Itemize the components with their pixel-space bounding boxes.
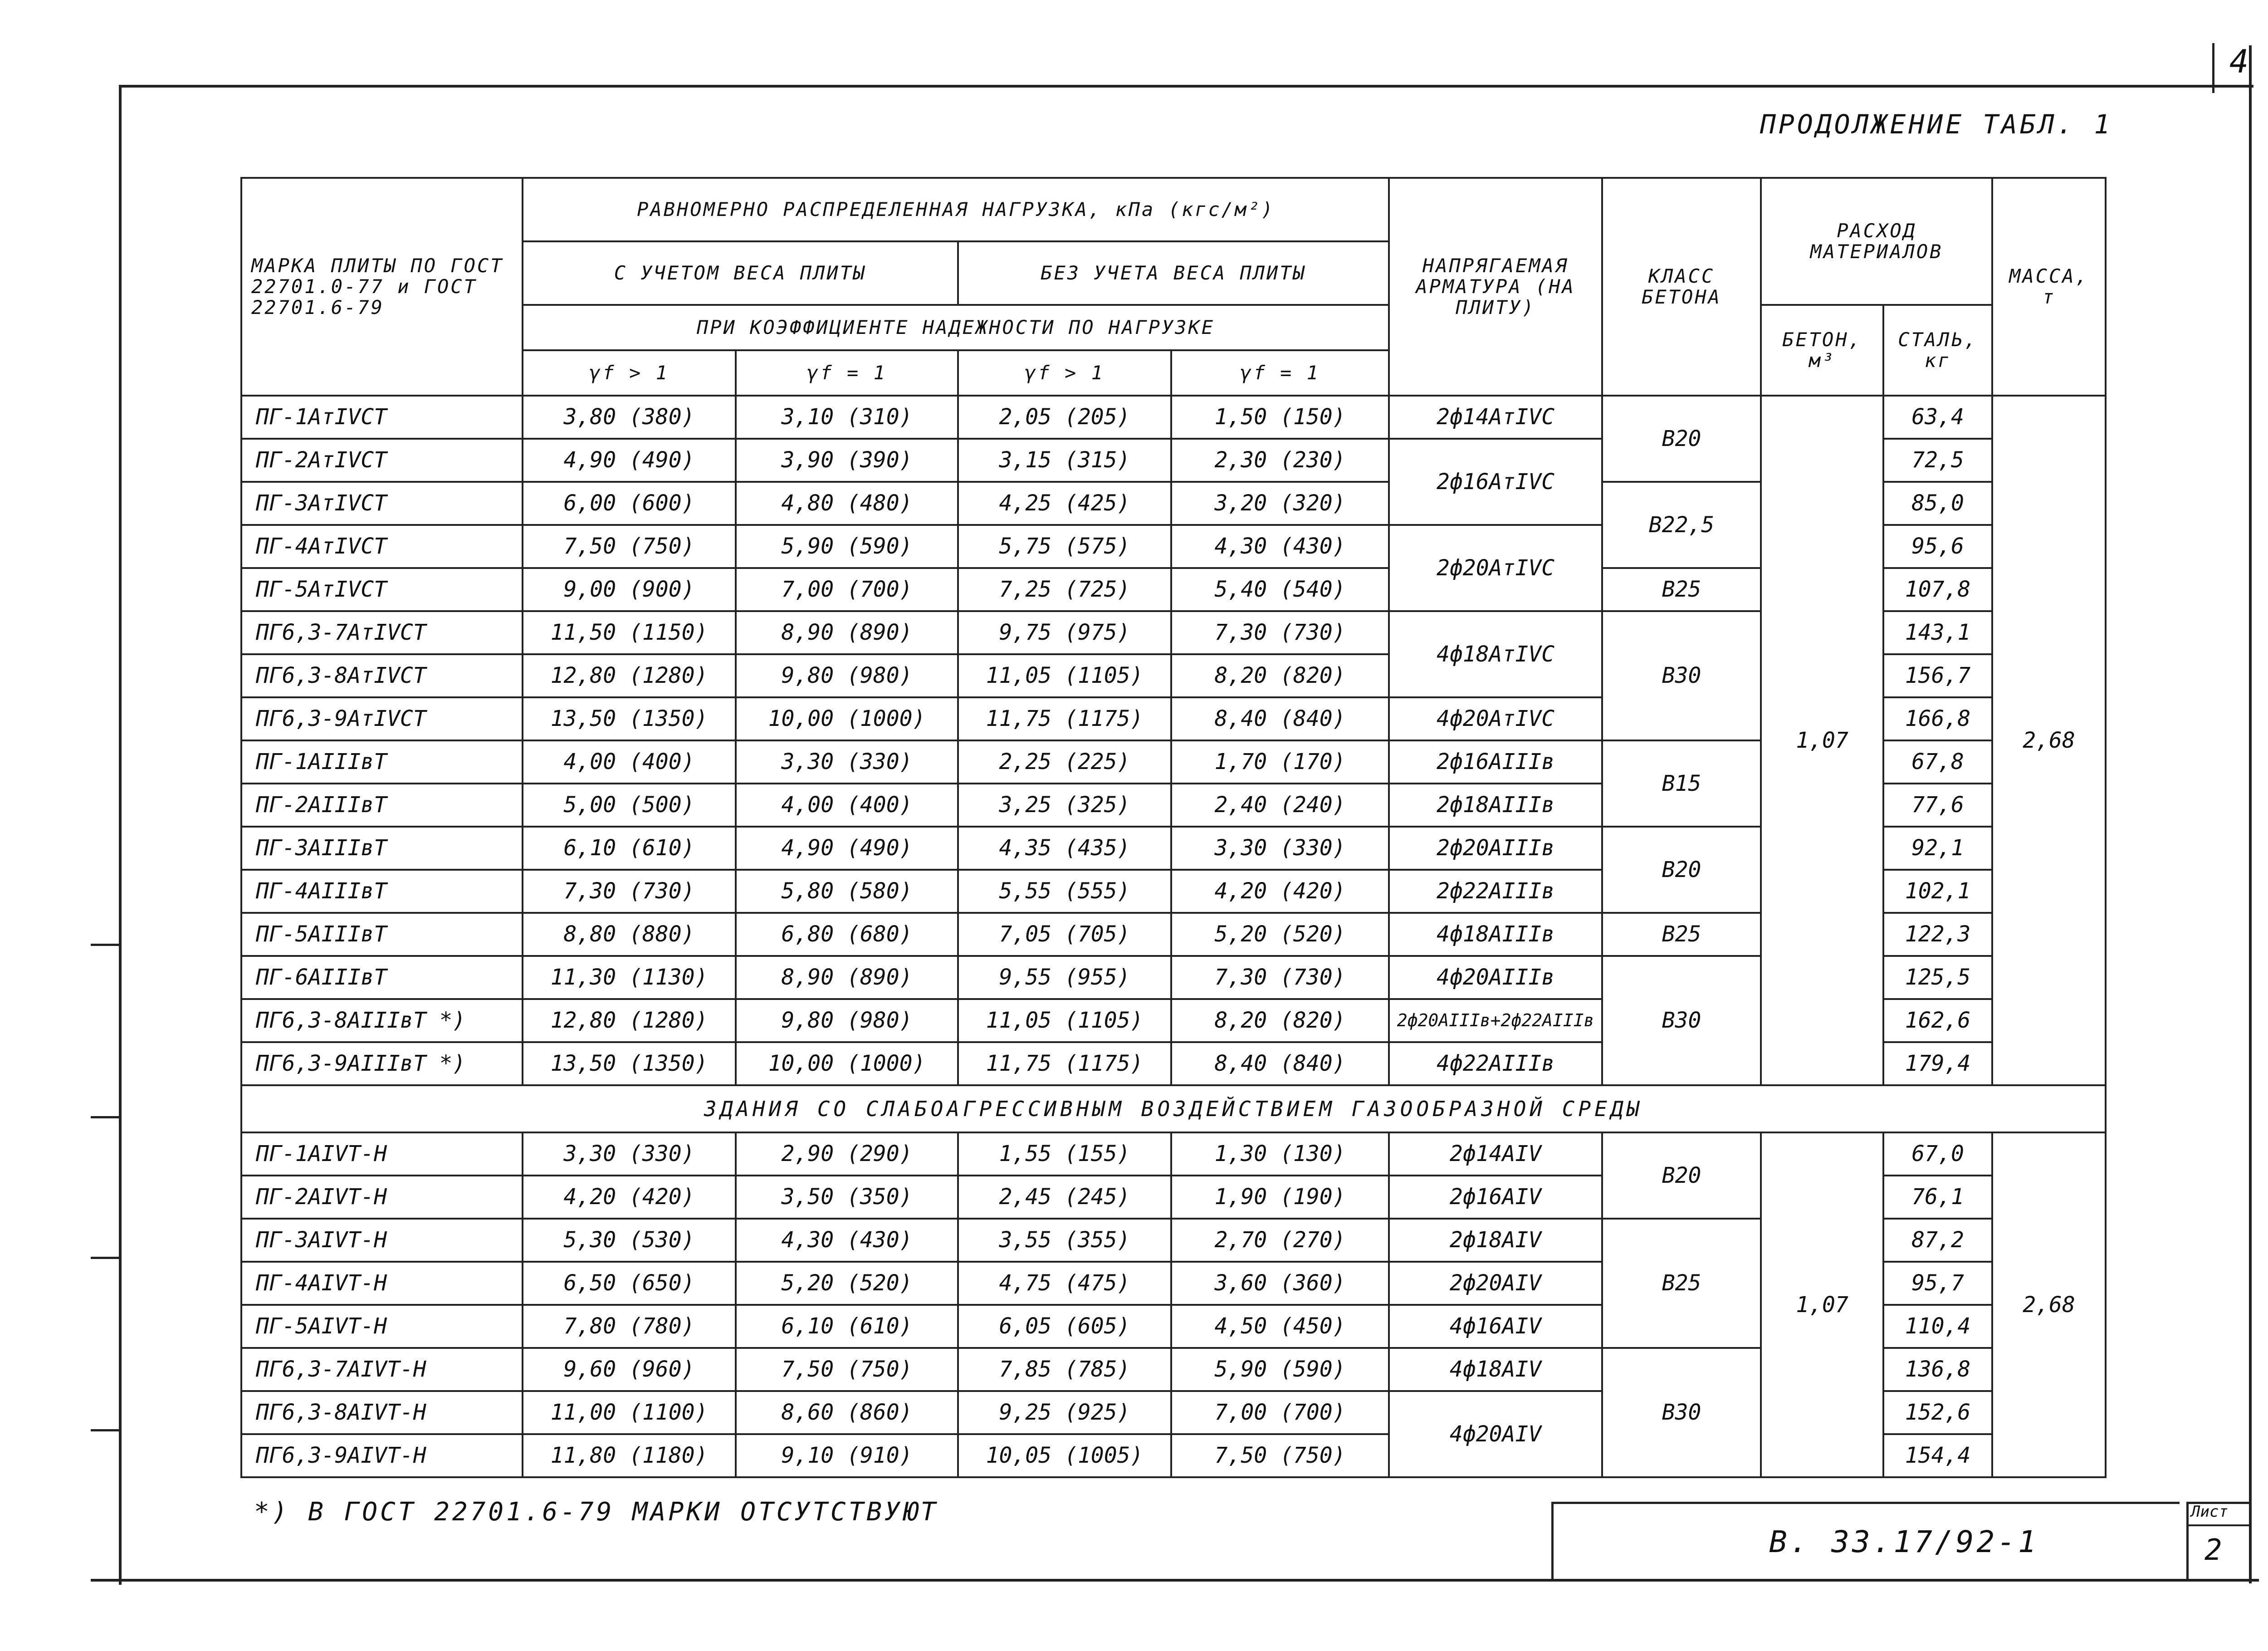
- cell-load: 2,30 (230): [1171, 439, 1389, 482]
- cell-load: 5,75 (575): [958, 525, 1171, 568]
- header-coef: ПРИ КОЭФФИЦИЕНТЕ НАДЕЖНОСТИ ПО НАГРУЗКЕ: [523, 305, 1389, 350]
- cell-steel: 136,8: [1883, 1348, 1992, 1391]
- header-gf-eq1: γf = 1: [1171, 350, 1389, 396]
- cell-mark: ПГ6,3-9АIVТ-Н: [241, 1434, 523, 1477]
- cell-rebar: 2ф20АIIIв+2ф22АIIIв: [1389, 999, 1602, 1042]
- cell-load: 2,05 (205): [958, 396, 1171, 439]
- cell-load: 9,10 (910): [736, 1434, 958, 1477]
- cell-rebar: 4ф18АтIVС: [1389, 611, 1602, 697]
- cell-load: 4,80 (480): [736, 482, 958, 525]
- cell-rebar: 4ф18АIV: [1389, 1348, 1602, 1391]
- cell-load: 9,60 (960): [523, 1348, 736, 1391]
- cell-load: 4,20 (420): [1171, 870, 1389, 913]
- cell-mark: ПГ-3АIVТ-Н: [241, 1219, 523, 1262]
- section-row: [241, 1085, 2106, 1132]
- cell-steel: 143,1: [1883, 611, 1992, 654]
- cell-load: 13,50 (1350): [523, 1042, 736, 1085]
- cell-load: 1,55 (155): [958, 1132, 1171, 1176]
- cell-load: 7,25 (725): [958, 568, 1171, 611]
- cell-mark: ПГ6,3-9АIIIвТ *): [241, 1042, 523, 1085]
- cell-steel: 154,4: [1883, 1434, 1992, 1477]
- cell-load: 5,55 (555): [958, 870, 1171, 913]
- cell-load: 11,75 (1175): [958, 697, 1171, 740]
- header-steel: СТАЛЬ, кг: [1883, 305, 1992, 396]
- cell-load: 8,90 (890): [736, 611, 958, 654]
- cell-load: 2,40 (240): [1171, 784, 1389, 827]
- margin-tick: [91, 1257, 119, 1259]
- cell-load: 9,55 (955): [958, 956, 1171, 999]
- header-load: РАВНОМЕРНО РАСПРЕДЕЛЕННАЯ НАГРУЗКА, кПа (кгс/м²): [523, 178, 1389, 241]
- cell-mark: ПГ6,3-8АтIVСТ: [241, 654, 523, 697]
- cell-load: 4,90 (490): [736, 827, 958, 870]
- margin-tick: [91, 944, 119, 946]
- cell-mark: ПГ-2АтIVСТ: [241, 439, 523, 482]
- cell-load: 12,80 (1280): [523, 654, 736, 697]
- cell-load: 6,05 (605): [958, 1305, 1171, 1348]
- cell-load: 6,10 (610): [736, 1305, 958, 1348]
- cell-load: 7,00 (700): [1171, 1391, 1389, 1434]
- slab-table: [240, 177, 2107, 1478]
- cell-steel: 63,4: [1883, 396, 1992, 439]
- cell-mark: ПГ-2АIIIвТ: [241, 784, 523, 827]
- cell-steel: 95,7: [1883, 1262, 1992, 1305]
- cell-mark: ПГ-1АIVТ-Н: [241, 1132, 523, 1176]
- cell-steel: 87,2: [1883, 1219, 1992, 1262]
- sheet-number: 2: [2204, 1533, 2222, 1567]
- cell-load: 8,60 (860): [736, 1391, 958, 1434]
- cell-load: 10,00 (1000): [736, 697, 958, 740]
- cell-load: 3,80 (380): [523, 396, 736, 439]
- cell-load: 4,25 (425): [958, 482, 1171, 525]
- cell-class: В22,5: [1602, 482, 1761, 568]
- cell-load: 7,05 (705): [958, 913, 1171, 956]
- cell-load: 3,15 (315): [958, 439, 1171, 482]
- cell-steel: 122,3: [1883, 913, 1992, 956]
- cell-load: 5,20 (520): [1171, 913, 1389, 956]
- cell-load: 8,20 (820): [1171, 654, 1389, 697]
- cell-mark: ПГ-4АIVТ-Н: [241, 1262, 523, 1305]
- header-gf-gt1: γf > 1: [523, 350, 736, 396]
- sheet-label: Лист: [2191, 1503, 2228, 1521]
- cell-rebar: 2ф14АIV: [1389, 1132, 1602, 1176]
- cell-load: 6,50 (650): [523, 1262, 736, 1305]
- cell-load: 3,20 (320): [1171, 482, 1389, 525]
- document-code: В. 33.17/92-1: [1769, 1524, 2039, 1559]
- cell-load: 5,90 (590): [736, 525, 958, 568]
- cell-load: 11,00 (1100): [523, 1391, 736, 1434]
- header-rebar: НАПРЯГАЕМАЯ АРМАТУРА (НА ПЛИТУ): [1389, 178, 1602, 396]
- cell-load: 7,30 (730): [1171, 611, 1389, 654]
- cell-load: 2,25 (225): [958, 740, 1171, 784]
- cell-steel: 110,4: [1883, 1305, 1992, 1348]
- cell-load: 5,30 (530): [523, 1219, 736, 1262]
- cell-load: 4,30 (430): [1171, 525, 1389, 568]
- cell-mark: ПГ-1АIIIвТ: [241, 740, 523, 784]
- cell-load: 4,30 (430): [736, 1219, 958, 1262]
- cell-load: 8,90 (890): [736, 956, 958, 999]
- table-row: [241, 396, 2106, 439]
- cell-load: 9,00 (900): [523, 568, 736, 611]
- cell-mark: ПГ-3АтIVСТ: [241, 482, 523, 525]
- cell-load: 5,20 (520): [736, 1262, 958, 1305]
- cell-rebar: 2ф20АтIVС: [1389, 525, 1602, 611]
- margin-tick: [91, 1429, 119, 1431]
- cell-load: 11,80 (1180): [523, 1434, 736, 1477]
- cell-rebar: 4ф20АIIIв: [1389, 956, 1602, 999]
- cell-load: 5,80 (580): [736, 870, 958, 913]
- cell-load: 4,50 (450): [1171, 1305, 1389, 1348]
- margin-tick: [91, 1116, 119, 1118]
- cell-rebar: 2ф20АIV: [1389, 1262, 1602, 1305]
- cell-mark: ПГ6,3-8АIVТ-Н: [241, 1391, 523, 1434]
- cell-load: 4,35 (435): [958, 827, 1171, 870]
- cell-load: 11,75 (1175): [958, 1042, 1171, 1085]
- corner-divider: [2212, 43, 2214, 93]
- cell-load: 1,50 (150): [1171, 396, 1389, 439]
- cell-load: 5,90 (590): [1171, 1348, 1389, 1391]
- cell-load: 7,50 (750): [523, 525, 736, 568]
- cell-mark: ПГ6,3-7АтIVСТ: [241, 611, 523, 654]
- cell-mass: 2,68: [1992, 1132, 2106, 1477]
- cell-load: 4,00 (400): [736, 784, 958, 827]
- cell-steel: 72,5: [1883, 439, 1992, 482]
- cell-rebar: 2ф18АIIIв: [1389, 784, 1602, 827]
- cell-mark: ПГ-5АIVТ-Н: [241, 1305, 523, 1348]
- cell-steel: 162,6: [1883, 999, 1992, 1042]
- cell-steel: 92,1: [1883, 827, 1992, 870]
- cell-steel: 67,8: [1883, 740, 1992, 784]
- cell-concrete: 1,07: [1761, 1132, 1883, 1477]
- cell-load: 4,20 (420): [523, 1176, 736, 1219]
- cell-steel: 67,0: [1883, 1132, 1992, 1176]
- cell-load: 9,80 (980): [736, 999, 958, 1042]
- cell-class: В30: [1602, 611, 1761, 740]
- header-concrete-class: КЛАСС БЕТОНА: [1602, 178, 1761, 396]
- cell-rebar: 2ф18АIV: [1389, 1219, 1602, 1262]
- cell-rebar: 2ф16АIIIв: [1389, 740, 1602, 784]
- header-materials: РАСХОД МАТЕРИАЛОВ: [1761, 178, 1992, 305]
- cell-load: 2,70 (270): [1171, 1219, 1389, 1262]
- cell-load: 7,30 (730): [523, 870, 736, 913]
- cell-class: В20: [1602, 396, 1761, 482]
- cell-concrete: 1,07: [1761, 396, 1883, 1085]
- cell-rebar: 2ф22АIIIв: [1389, 870, 1602, 913]
- cell-steel: 77,6: [1883, 784, 1992, 827]
- cell-mark: ПГ6,3-8АIIIвТ *): [241, 999, 523, 1042]
- cell-load: 3,10 (310): [736, 396, 958, 439]
- cell-mass: 2,68: [1992, 396, 2106, 1085]
- cell-mark: ПГ-5АIIIвТ: [241, 913, 523, 956]
- cell-class: В25: [1602, 1219, 1761, 1348]
- cell-load: 1,70 (170): [1171, 740, 1389, 784]
- page-number: 4: [2229, 43, 2249, 80]
- cell-rebar: 4ф22АIIIв: [1389, 1042, 1602, 1085]
- cell-rebar: 2ф16АтIVС: [1389, 439, 1602, 525]
- cell-mark: ПГ-4АIIIвТ: [241, 870, 523, 913]
- cell-class: В20: [1602, 1132, 1761, 1219]
- cell-steel: 107,8: [1883, 568, 1992, 611]
- cell-mark: ПГ-2АIVТ-Н: [241, 1176, 523, 1219]
- cell-rebar: 4ф18АIIIв: [1389, 913, 1602, 956]
- cell-steel: 95,6: [1883, 525, 1992, 568]
- cell-load: 2,45 (245): [958, 1176, 1171, 1219]
- cell-load: 2,90 (290): [736, 1132, 958, 1176]
- header-mass: МАССА, т: [1992, 178, 2106, 396]
- cell-load: 3,30 (330): [736, 740, 958, 784]
- cell-load: 1,30 (130): [1171, 1132, 1389, 1176]
- cell-load: 8,40 (840): [1171, 1042, 1389, 1085]
- cell-load: 5,40 (540): [1171, 568, 1389, 611]
- cell-load: 4,90 (490): [523, 439, 736, 482]
- cell-load: 6,10 (610): [523, 827, 736, 870]
- cell-load: 7,50 (750): [1171, 1434, 1389, 1477]
- cell-steel: 152,6: [1883, 1391, 1992, 1434]
- cell-load: 7,00 (700): [736, 568, 958, 611]
- cell-class: В30: [1602, 1348, 1761, 1477]
- cell-steel: 76,1: [1883, 1176, 1992, 1219]
- cell-rebar: 4ф16АIV: [1389, 1305, 1602, 1348]
- cell-load: 3,90 (390): [736, 439, 958, 482]
- cell-load: 11,05 (1105): [958, 654, 1171, 697]
- cell-load: 7,85 (785): [958, 1348, 1171, 1391]
- cell-load: 4,75 (475): [958, 1262, 1171, 1305]
- cell-load: 3,25 (325): [958, 784, 1171, 827]
- cell-rebar: 2ф16АIV: [1389, 1176, 1602, 1219]
- cell-steel: 85,0: [1883, 482, 1992, 525]
- header-without-weight: БЕЗ УЧЕТА ВЕСА ПЛИТЫ: [958, 241, 1389, 305]
- cell-load: 7,80 (780): [523, 1305, 736, 1348]
- cell-load: 4,00 (400): [523, 740, 736, 784]
- sheet-divider: [2186, 1524, 2249, 1526]
- cell-load: 8,20 (820): [1171, 999, 1389, 1042]
- cell-rebar: 4ф20АтIVС: [1389, 697, 1602, 740]
- cell-load: 9,80 (980): [736, 654, 958, 697]
- cell-steel: 102,1: [1883, 870, 1992, 913]
- cell-load: 1,90 (190): [1171, 1176, 1389, 1219]
- cell-class: В30: [1602, 956, 1761, 1085]
- header-with-weight: С УЧЕТОМ ВЕСА ПЛИТЫ: [523, 241, 958, 305]
- cell-load: 9,25 (925): [958, 1391, 1171, 1434]
- cell-load: 7,50 (750): [736, 1348, 958, 1391]
- cell-load: 10,00 (1000): [736, 1042, 958, 1085]
- cell-load: 3,60 (360): [1171, 1262, 1389, 1305]
- cell-load: 3,30 (330): [523, 1132, 736, 1176]
- table-row: [241, 1132, 2106, 1176]
- header-gf-gt1: γf > 1: [958, 350, 1171, 396]
- cell-mark: ПГ-6АIIIвТ: [241, 956, 523, 999]
- cell-load: 3,55 (355): [958, 1219, 1171, 1262]
- section-title: ЗДАНИЯ СО СЛАБОАГРЕССИВНЫМ ВОЗДЕЙСТВИЕМ ГАЗООБРАЗНОЙ СРЕДЫ: [241, 1085, 2106, 1132]
- cell-mark: ПГ-4АтIVСТ: [241, 525, 523, 568]
- cell-mark: ПГ6,3-7АIVТ-Н: [241, 1348, 523, 1391]
- cell-load: 11,50 (1150): [523, 611, 736, 654]
- cell-load: 7,30 (730): [1171, 956, 1389, 999]
- cell-mark: ПГ6,3-9АтIVСТ: [241, 697, 523, 740]
- cell-rebar: 4ф20АIV: [1389, 1391, 1602, 1477]
- cell-load: 6,00 (600): [523, 482, 736, 525]
- cell-mark: ПГ-5АтIVСТ: [241, 568, 523, 611]
- cell-class: В25: [1602, 568, 1761, 611]
- cell-load: 13,50 (1350): [523, 697, 736, 740]
- cell-load: 8,80 (880): [523, 913, 736, 956]
- cell-mark: ПГ-1АтIVСТ: [241, 396, 523, 439]
- cell-mark: ПГ-3АIIIвТ: [241, 827, 523, 870]
- frame-right-line: [2249, 45, 2252, 1583]
- continuation-title: ПРОДОЛЖЕНИЕ ТАБЛ. 1: [1760, 109, 2113, 140]
- footnote: *) В ГОСТ 22701.6-79 МАРКИ ОТСУТСТВУЮТ: [254, 1497, 939, 1527]
- cell-load: 6,80 (680): [736, 913, 958, 956]
- header-mark: МАРКА ПЛИТЫ ПО ГОСТ 22701.0-77 и ГОСТ 22701.6-79: [241, 178, 523, 396]
- cell-load: 3,50 (350): [736, 1176, 958, 1219]
- cell-load: 11,05 (1105): [958, 999, 1171, 1042]
- cell-rebar: 2ф14АтIVС: [1389, 396, 1602, 439]
- cell-steel: 166,8: [1883, 697, 1992, 740]
- cell-load: 9,75 (975): [958, 611, 1171, 654]
- cell-load: 8,40 (840): [1171, 697, 1389, 740]
- cell-steel: 179,4: [1883, 1042, 1992, 1085]
- cell-load: 3,30 (330): [1171, 827, 1389, 870]
- cell-steel: 125,5: [1883, 956, 1992, 999]
- cell-class: В25: [1602, 913, 1761, 956]
- cell-steel: 156,7: [1883, 654, 1992, 697]
- cell-class: В15: [1602, 740, 1761, 827]
- cell-load: 12,80 (1280): [523, 999, 736, 1042]
- cell-load: 5,00 (500): [523, 784, 736, 827]
- header-gf-eq1: γf = 1: [736, 350, 958, 396]
- cell-class: В20: [1602, 827, 1761, 913]
- cell-load: 11,30 (1130): [523, 956, 736, 999]
- cell-load: 10,05 (1005): [958, 1434, 1171, 1477]
- header-concrete: БЕТОН, м³: [1761, 305, 1883, 396]
- cell-rebar: 2ф20АIIIв: [1389, 827, 1602, 870]
